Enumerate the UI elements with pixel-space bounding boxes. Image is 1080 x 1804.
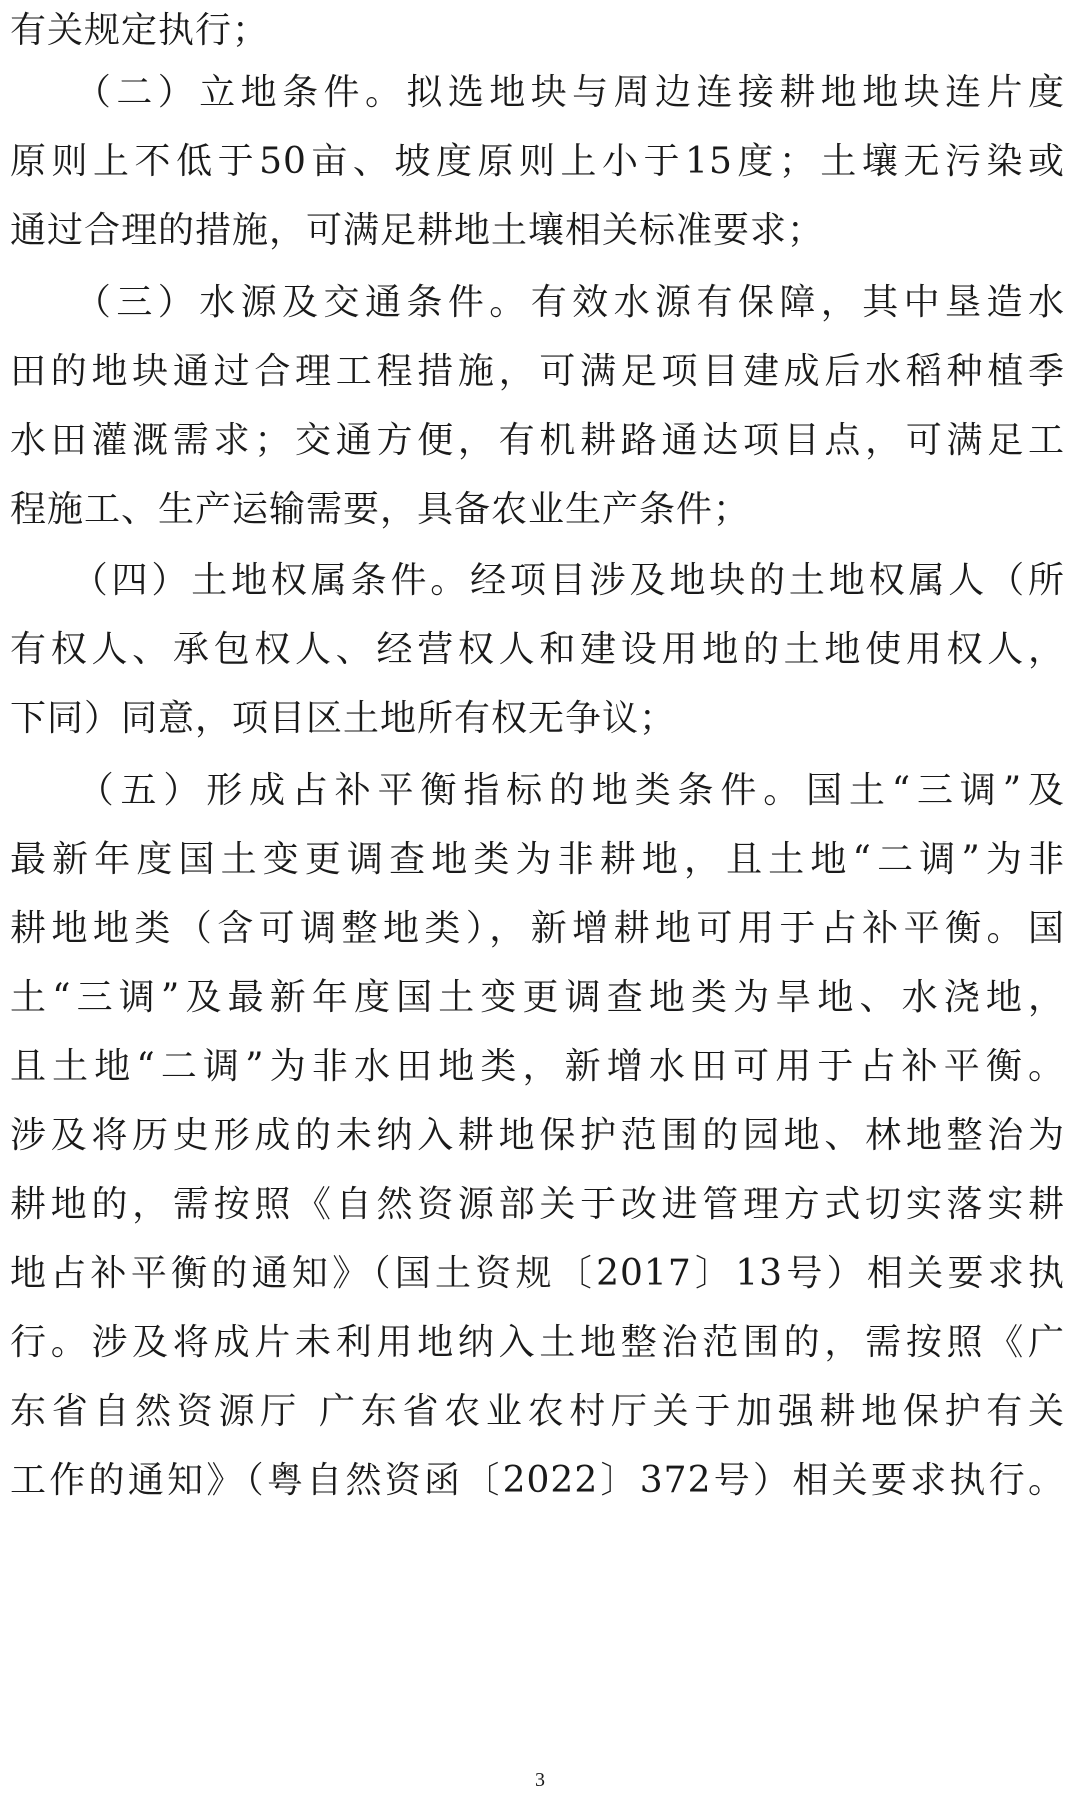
text-line: 水田灌溉需求；交通方便，有机耕路通达项目点，可满足工 [10,420,1065,461]
text-line: 耕地的，需按照《自然资源部关于改进管理方式切实落实耕 [10,1184,1065,1225]
text-line: 东省自然资源厅 广东省农业农村厅关于加强耕地保护有关 [10,1391,1065,1432]
text-line: 土“三调”及最新年度国土变更调查地类为旱地、水浇地， [10,977,1065,1018]
text-line: 耕地地类（含可调整地类），新增耕地可用于占补平衡。国 [10,908,1065,949]
text-line: 通过合理的措施，可满足耕地土壤相关标准要求； [10,210,825,251]
text-line: 最新年度国土变更调查地类为非耕地，且土地“二调”为非 [10,839,1065,880]
text-line: 涉及将历史形成的未纳入耕地保护范围的园地、林地整治为 [10,1115,1065,1156]
text-line: 地占补平衡的通知》（国土资规〔2017〕13号）相关要求执 [10,1253,1065,1294]
text-line: 行。涉及将成片未利用地纳入土地整治范围的，需按照《广 [10,1322,1065,1363]
text-line: 田的地块通过合理工程措施，可满足项目建成后水稻种植季 [10,351,1065,392]
text-line: （二）立地条件。拟选地块与周边连接耕地地块连片度 [10,72,1065,113]
text-line: 且土地“二调”为非水田地类，新增水田可用于占补平衡。 [10,1046,1065,1087]
text-line: （四）土地权属条件。经项目涉及地块的土地权属人（所 [10,560,1065,601]
text-line: 有关规定执行； [10,10,270,51]
text-line: 有权人、承包权人、经营权人和建设用地的土地使用权人， [10,629,1065,670]
text-line: （三）水源及交通条件。有效水源有保障，其中垦造水 [10,282,1065,323]
text-line: 程施工、生产运输需要，具备农业生产条件； [10,489,751,530]
text-line: 下同）同意，项目区土地所有权无争议； [10,698,677,739]
text-line: 原则上不低于50亩、坡度原则上小于15度；土壤无污染或 [10,141,1065,182]
text-line: （五）形成占补平衡指标的地类条件。国土“三调”及 [10,770,1065,811]
text-line: 工作的通知》（粤自然资函〔2022〕372号）相关要求执行。 [10,1460,1065,1501]
page-number: 3 [535,1769,545,1791]
